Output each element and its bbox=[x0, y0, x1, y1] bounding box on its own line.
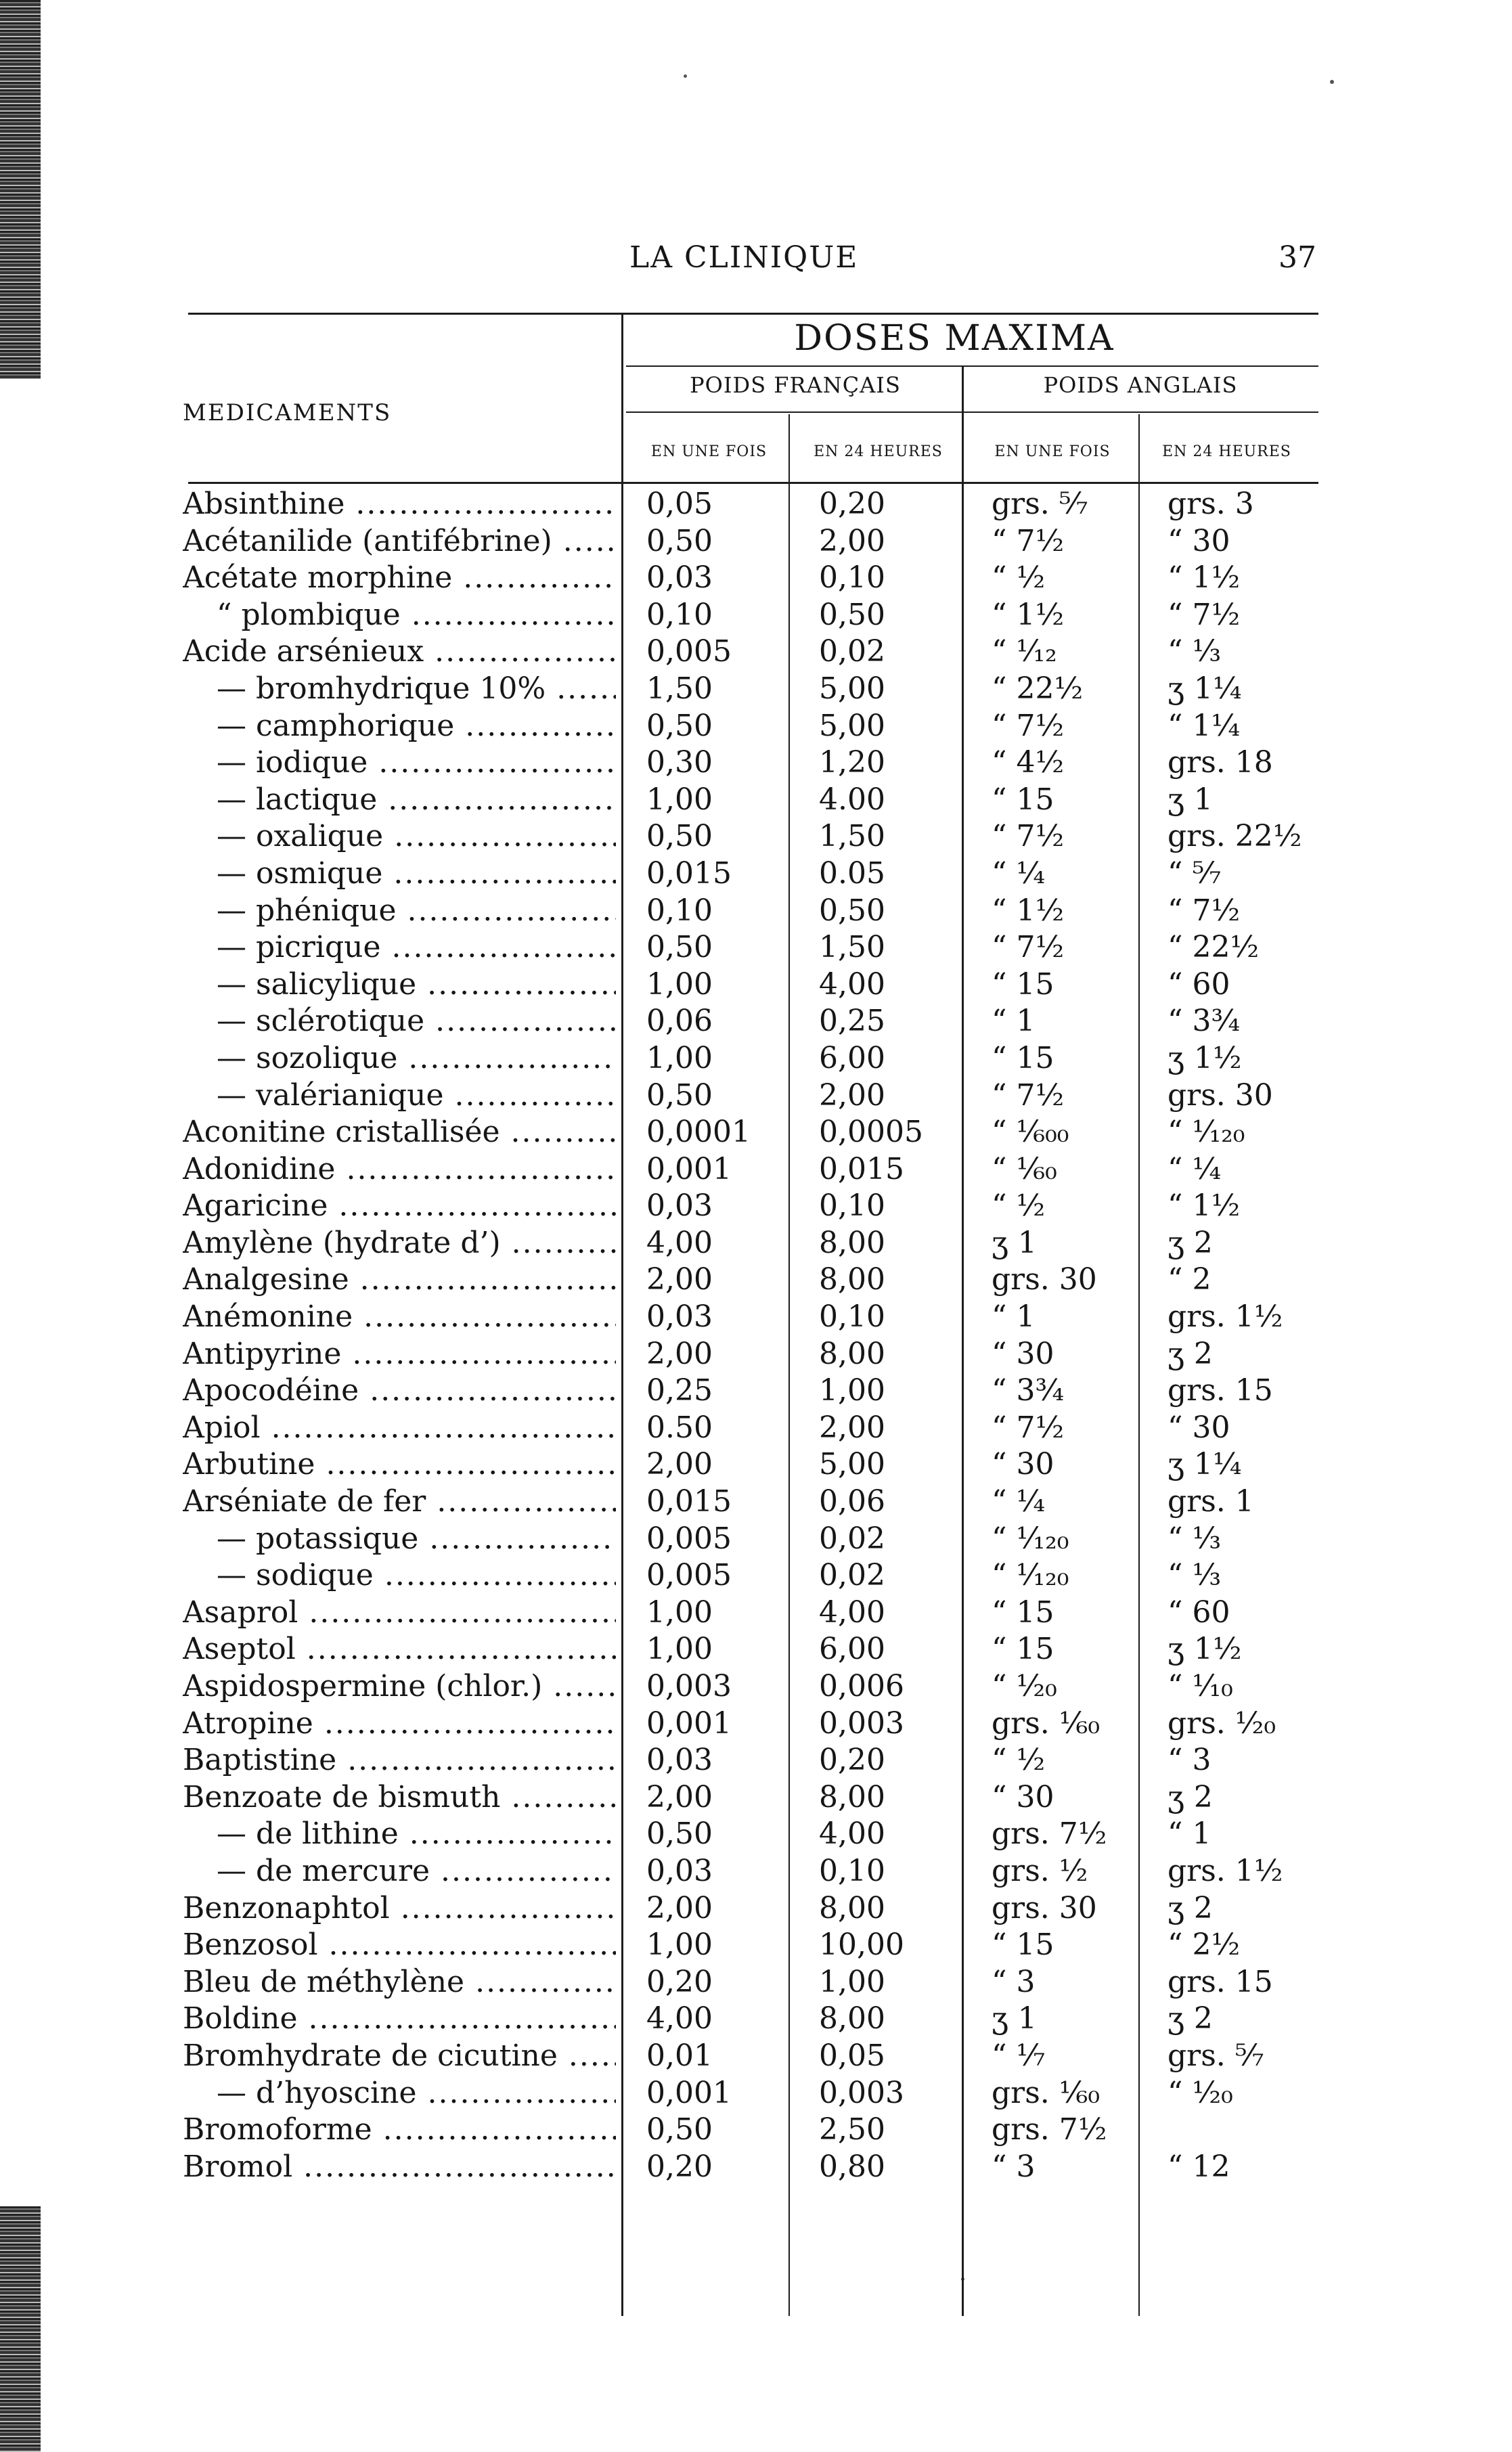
dose-en-once: “ ½ bbox=[992, 1188, 1046, 1224]
dose-fr-once: 0,50 bbox=[646, 708, 713, 743]
dose-fr-once: 0,001 bbox=[646, 1706, 732, 1741]
dose-fr-24h: 8,00 bbox=[819, 2001, 885, 2036]
dose-en-24h: “ 60 bbox=[1168, 966, 1230, 1002]
dose-en-24h: grs. 3 bbox=[1168, 487, 1254, 521]
dose-fr-once: 0,50 bbox=[646, 2112, 713, 2147]
dose-fr-24h: 0,02 bbox=[819, 1521, 885, 1556]
dose-fr-once: 0,03 bbox=[646, 1299, 713, 1335]
dose-en-24h: grs. 15 bbox=[1168, 1964, 1273, 1999]
table-row bbox=[169, 1188, 1333, 1225]
drug-name: — de mercure ..... bbox=[217, 1853, 616, 1890]
dose-fr-once: 1,00 bbox=[646, 1632, 713, 1667]
dose-en-24h: ʒ 2 bbox=[1168, 1336, 1213, 1371]
dose-en-once: “ 3¾ bbox=[992, 1373, 1065, 1408]
dose-fr-24h: 5,00 bbox=[819, 671, 885, 706]
dose-en-24h: “ ¹⁄₂₀ bbox=[1168, 2075, 1233, 2110]
drug-name: Bromhydrate de cicutine ..... bbox=[183, 2038, 616, 2075]
drug-name: — oxalique ..... bbox=[217, 818, 616, 855]
table-row bbox=[169, 2038, 1333, 2075]
dose-en-24h: “ 7½ bbox=[1168, 597, 1241, 632]
dose-fr-24h: 0,25 bbox=[819, 1004, 885, 1039]
table-row bbox=[169, 1484, 1333, 1521]
dose-fr-24h: 0,003 bbox=[819, 1706, 904, 1741]
dose-fr-once: 0,50 bbox=[646, 1816, 713, 1852]
dose-en-once: “ 1½ bbox=[992, 893, 1065, 928]
table-row bbox=[169, 1077, 1333, 1115]
table-row bbox=[169, 1927, 1333, 1964]
dose-fr-once: 0,03 bbox=[646, 1743, 713, 1778]
dose-en-once: “ ¼ bbox=[992, 1484, 1046, 1519]
dose-fr-24h: 1,00 bbox=[819, 1373, 885, 1408]
drug-name: Aconitine cristallisée ..... bbox=[183, 1114, 616, 1151]
dose-fr-once: 0,10 bbox=[646, 597, 713, 632]
dose-en-24h: ʒ 2 bbox=[1168, 1225, 1213, 1260]
table-row bbox=[169, 1040, 1333, 1077]
drug-name: — sozolique ..... bbox=[217, 1040, 616, 1077]
table-row bbox=[169, 633, 1333, 671]
dose-en-once: grs. 30 bbox=[992, 1262, 1097, 1297]
dose-en-once: “ 4½ bbox=[992, 745, 1065, 780]
dose-en-once: “ 7½ bbox=[992, 708, 1065, 743]
dose-fr-24h: 4,00 bbox=[819, 966, 885, 1002]
dose-fr-24h: 0,20 bbox=[819, 1743, 885, 1778]
dose-en-once: “ 3 bbox=[992, 1964, 1036, 1999]
dose-fr-once: 0,01 bbox=[646, 2038, 713, 2073]
dose-en-24h: ʒ 1¼ bbox=[1168, 671, 1242, 706]
dose-en-24h: grs. 15 bbox=[1168, 1373, 1273, 1408]
drug-name: Antipyrine ..... bbox=[183, 1336, 616, 1373]
table-row bbox=[169, 708, 1333, 745]
dose-fr-once: 0,05 bbox=[646, 487, 713, 521]
drug-name: Bromol ..... bbox=[183, 2149, 616, 2186]
dose-en-24h: grs. 1 bbox=[1168, 1484, 1254, 1519]
table-row bbox=[169, 671, 1333, 708]
table-row bbox=[169, 1816, 1333, 1853]
dose-fr-once: 0,20 bbox=[646, 2149, 713, 2184]
dose-fr-24h: 0,015 bbox=[819, 1151, 904, 1186]
drug-name: Aspidospermine (chlor.) ..... bbox=[183, 1668, 616, 1706]
drug-name: Benzoate de bismuth ..... bbox=[183, 1779, 616, 1816]
subheader-fr-24h: EN 24 HEURES bbox=[814, 443, 943, 460]
dose-en-once: “ ½ bbox=[992, 1743, 1046, 1778]
table-row bbox=[169, 1521, 1333, 1558]
dose-en-24h: “ 1½ bbox=[1168, 1188, 1241, 1224]
dose-fr-24h: 0,50 bbox=[819, 597, 885, 632]
drug-name: — camphorique ..... bbox=[217, 708, 616, 745]
dose-en-24h: grs. ¹⁄₂₀ bbox=[1168, 1706, 1276, 1741]
dose-en-once: ʒ 1 bbox=[992, 1225, 1037, 1260]
dose-fr-24h: 8,00 bbox=[819, 1890, 885, 1925]
subheader-fr-once: EN UNE FOIS bbox=[650, 443, 768, 460]
drug-name: Amylène (hydrate d’) ..... bbox=[183, 1225, 616, 1262]
dose-en-once: “ ¹⁄₁₂₀ bbox=[992, 1521, 1069, 1556]
dose-fr-24h: 8,00 bbox=[819, 1779, 885, 1814]
dose-en-24h: “ ¹⁄₁₀ bbox=[1168, 1669, 1233, 1703]
table-row bbox=[169, 2149, 1333, 2186]
drug-name: — sodique ..... bbox=[217, 1557, 616, 1595]
dose-en-once: “ 3 bbox=[992, 2149, 1036, 2184]
drug-name: Acide arsénieux ..... bbox=[183, 633, 616, 671]
drug-name: — sclérotique ..... bbox=[217, 1003, 616, 1040]
dose-en-24h: grs. 1½ bbox=[1168, 1299, 1283, 1335]
table-row bbox=[169, 782, 1333, 819]
dose-fr-once: 0,50 bbox=[646, 819, 713, 854]
dose-en-24h: ʒ 1¼ bbox=[1168, 1447, 1242, 1482]
dose-en-once: “ 7½ bbox=[992, 819, 1065, 854]
poids-anglais-header: POIDS ANGLAIS bbox=[1043, 372, 1238, 398]
dose-fr-24h: 8,00 bbox=[819, 1225, 885, 1260]
table-row bbox=[169, 1262, 1333, 1299]
dose-fr-once: 1,00 bbox=[646, 1927, 713, 1963]
dose-fr-24h: 2,00 bbox=[819, 1077, 885, 1113]
subheader-en-once: EN UNE FOIS bbox=[994, 443, 1111, 460]
drug-name: Absinthine ..... bbox=[183, 486, 616, 523]
subheader-en-24h: EN 24 HEURES bbox=[1162, 443, 1291, 460]
table-row bbox=[169, 597, 1333, 634]
dose-en-once: “ ¼ bbox=[992, 855, 1046, 891]
drug-name: Baptistine ..... bbox=[183, 1742, 616, 1779]
dose-en-24h: “ ¹⁄₁₂₀ bbox=[1168, 1115, 1245, 1150]
dose-fr-24h: 0,50 bbox=[819, 893, 885, 928]
drug-name: — salicylique ..... bbox=[217, 966, 616, 1004]
dose-fr-once: 1,50 bbox=[646, 671, 713, 706]
table-row bbox=[169, 966, 1333, 1004]
table-row bbox=[169, 2075, 1333, 2112]
dose-fr-24h: 0,20 bbox=[819, 487, 885, 521]
medicaments-header: MEDICAMENTS bbox=[183, 399, 392, 426]
drug-name: — phénique ..... bbox=[217, 893, 616, 930]
table-row bbox=[169, 1410, 1333, 1447]
dose-fr-once: 0,50 bbox=[646, 930, 713, 965]
doses-underline bbox=[626, 365, 1318, 367]
dose-fr-24h: 0,05 bbox=[819, 2038, 885, 2073]
dose-fr-once: 0.50 bbox=[646, 1410, 713, 1445]
table-row bbox=[169, 1706, 1333, 1743]
drug-name: Aseptol ..... bbox=[183, 1631, 616, 1668]
dose-fr-once: 1,00 bbox=[646, 966, 713, 1002]
dose-en-24h: “ 2½ bbox=[1168, 1927, 1241, 1963]
table-row bbox=[169, 1779, 1333, 1816]
dose-fr-once: 0,50 bbox=[646, 1077, 713, 1113]
table-row bbox=[169, 1890, 1333, 1927]
drug-name: Arséniate de fer ..... bbox=[183, 1484, 616, 1521]
dose-fr-once: 0,005 bbox=[646, 1521, 732, 1556]
dose-table-body bbox=[169, 486, 1333, 2185]
dose-fr-24h: 0,02 bbox=[819, 1558, 885, 1593]
dose-fr-24h: 0,10 bbox=[819, 560, 885, 596]
dose-fr-once: 0,001 bbox=[646, 2075, 732, 2110]
dose-en-once: “ 30 bbox=[992, 1447, 1054, 1482]
dose-en-24h: grs. ⁵⁄₇ bbox=[1168, 2038, 1264, 2073]
dose-en-24h: ʒ 1½ bbox=[1168, 1040, 1242, 1075]
drug-name: — potassique ..... bbox=[217, 1521, 616, 1558]
dose-en-once: “ 15 bbox=[992, 1927, 1054, 1963]
dose-fr-once: 0,03 bbox=[646, 1188, 713, 1224]
dose-fr-once: 1,00 bbox=[646, 1595, 713, 1630]
table-row bbox=[169, 1336, 1333, 1373]
dose-fr-24h: 1,20 bbox=[819, 745, 885, 780]
dose-en-once: “ 7½ bbox=[992, 1410, 1065, 1445]
dose-en-once: grs. 30 bbox=[992, 1890, 1097, 1925]
table-row bbox=[169, 1557, 1333, 1595]
dose-en-24h: “ ⅓ bbox=[1168, 634, 1222, 669]
table-row bbox=[169, 1668, 1333, 1706]
table-row bbox=[169, 1853, 1333, 1890]
drug-name: — osmique ..... bbox=[217, 855, 616, 893]
table-row bbox=[169, 893, 1333, 930]
drug-name: “ plombique ..... bbox=[217, 597, 616, 634]
dose-en-24h: grs. 22½ bbox=[1168, 819, 1302, 854]
dose-en-once: “ 7½ bbox=[992, 930, 1065, 965]
drug-name: — de lithine ..... bbox=[217, 1816, 616, 1853]
page-number: 37 bbox=[1278, 240, 1316, 275]
dose-fr-24h: 2,50 bbox=[819, 2112, 885, 2147]
drug-name: — picrique ..... bbox=[217, 929, 616, 966]
table-row bbox=[169, 855, 1333, 893]
dose-fr-once: 2,00 bbox=[646, 1779, 713, 1814]
drug-name: Acétate morphine ..... bbox=[183, 560, 616, 597]
dose-fr-24h: 0,003 bbox=[819, 2075, 904, 2110]
dose-en-24h: “ 3¾ bbox=[1168, 1004, 1241, 1039]
dose-en-24h: “ 60 bbox=[1168, 1595, 1230, 1630]
running-title: LA CLINIQUE bbox=[629, 240, 859, 275]
dose-en-once: “ ¹⁄₂₀ bbox=[992, 1669, 1057, 1703]
table-row bbox=[169, 1446, 1333, 1484]
dose-fr-once: 0,03 bbox=[646, 1853, 713, 1888]
dose-fr-24h: 4,00 bbox=[819, 1595, 885, 1630]
dose-en-24h: grs. 30 bbox=[1168, 1077, 1273, 1113]
dose-fr-24h: 1,50 bbox=[819, 930, 885, 965]
dose-en-24h: ʒ 2 bbox=[1168, 1890, 1213, 1925]
dose-en-once: “ ⅐ bbox=[992, 2038, 1046, 2073]
dose-en-24h: “ ⁵⁄₇ bbox=[1168, 855, 1222, 891]
dose-en-24h: “ 22½ bbox=[1168, 930, 1260, 965]
dose-fr-24h: 5,00 bbox=[819, 1447, 885, 1482]
dose-fr-24h: 0,80 bbox=[819, 2149, 885, 2184]
dose-fr-24h: 5,00 bbox=[819, 708, 885, 743]
scan-edge-top bbox=[0, 0, 41, 379]
drug-name: Agaricine ..... bbox=[183, 1188, 616, 1225]
dose-fr-once: 2,00 bbox=[646, 1336, 713, 1371]
dose-en-once: “ 1½ bbox=[992, 597, 1065, 632]
dose-en-24h: “ ⅓ bbox=[1168, 1521, 1222, 1556]
dose-en-24h: “ 2 bbox=[1168, 1262, 1211, 1297]
dose-en-once: “ 1 bbox=[992, 1299, 1036, 1335]
dose-fr-24h: 0,10 bbox=[819, 1188, 885, 1224]
drug-name: Anémonine ..... bbox=[183, 1299, 616, 1336]
dose-fr-24h: 0,006 bbox=[819, 1669, 904, 1703]
doses-maxima-header: DOSES MAXIMA bbox=[794, 318, 1115, 359]
drug-name: — iodique ..... bbox=[217, 744, 616, 782]
scan-edge-bottom bbox=[0, 2206, 41, 2452]
dose-fr-24h: 0,06 bbox=[819, 1484, 885, 1519]
table-top-rule bbox=[188, 313, 1318, 315]
drug-name: Analgesine ..... bbox=[183, 1262, 616, 1299]
table-row bbox=[169, 2112, 1333, 2149]
dose-en-24h: “ 30 bbox=[1168, 523, 1230, 558]
dose-en-24h: “ 1½ bbox=[1168, 560, 1241, 596]
dose-fr-once: 2,00 bbox=[646, 1890, 713, 1925]
dose-fr-24h: 6,00 bbox=[819, 1040, 885, 1075]
table-row bbox=[169, 1631, 1333, 1668]
drug-name: — bromhydrique 10% ..... bbox=[217, 671, 616, 708]
dose-fr-24h: 4,00 bbox=[819, 1816, 885, 1852]
dose-en-24h: “ 1¼ bbox=[1168, 708, 1241, 743]
table-row bbox=[169, 929, 1333, 966]
dose-fr-24h: 2,00 bbox=[819, 1410, 885, 1445]
drug-name: Benzonaphtol ..... bbox=[183, 1890, 616, 1927]
dose-en-24h: “ 30 bbox=[1168, 1410, 1230, 1445]
drug-name: Adonidine ..... bbox=[183, 1151, 616, 1188]
table-row bbox=[169, 1225, 1333, 1262]
dose-en-once: “ 1 bbox=[992, 1004, 1036, 1039]
table-row bbox=[169, 1003, 1333, 1040]
drug-name: Bleu de méthylène ..... bbox=[183, 1964, 616, 2001]
drug-name: Apiol ..... bbox=[183, 1410, 616, 1447]
dose-fr-once: 0,06 bbox=[646, 1004, 713, 1039]
dose-fr-once: 1,00 bbox=[646, 782, 713, 817]
dose-en-once: “ ¹⁄₁₂₀ bbox=[992, 1558, 1069, 1593]
table-row bbox=[169, 1151, 1333, 1188]
dose-en-24h: grs. 18 bbox=[1168, 745, 1273, 780]
drug-name: Bromoforme ..... bbox=[183, 2112, 616, 2149]
dose-en-once: “ 15 bbox=[992, 1040, 1054, 1075]
dose-fr-once: 4,00 bbox=[646, 2001, 713, 2036]
dose-en-once: “ ½ bbox=[992, 560, 1046, 596]
dose-fr-once: 0,005 bbox=[646, 1558, 732, 1593]
dose-fr-once: 0,20 bbox=[646, 1964, 713, 1999]
dose-fr-24h: 0.05 bbox=[819, 855, 885, 891]
dose-fr-once: 4,00 bbox=[646, 1225, 713, 1260]
dose-en-once: “ 15 bbox=[992, 782, 1054, 817]
dose-en-once: “ 22½ bbox=[992, 671, 1084, 706]
dose-en-once: grs. ½ bbox=[992, 1853, 1088, 1888]
dose-fr-24h: 2,00 bbox=[819, 523, 885, 558]
drug-name: — d’hyoscine ..... bbox=[217, 2075, 616, 2112]
dose-fr-once: 0,003 bbox=[646, 1669, 732, 1703]
dose-en-once: grs. ¹⁄₆₀ bbox=[992, 1706, 1100, 1741]
dose-en-24h: “ ⅓ bbox=[1168, 1558, 1222, 1593]
drug-name: Acétanilide (antifébrine) ..... bbox=[183, 523, 616, 560]
dose-en-once: “ 15 bbox=[992, 966, 1054, 1002]
dose-fr-24h: 0,0005 bbox=[819, 1115, 923, 1150]
dose-en-once: “ 30 bbox=[992, 1779, 1054, 1814]
dose-en-24h: “ 3 bbox=[1168, 1743, 1211, 1778]
poids-francais-header: POIDS FRANÇAIS bbox=[690, 372, 901, 398]
dust-speck bbox=[1330, 80, 1334, 84]
dose-fr-once: 0,015 bbox=[646, 1484, 732, 1519]
table-row bbox=[169, 560, 1333, 597]
table-row bbox=[169, 486, 1333, 523]
dose-fr-once: 0,005 bbox=[646, 634, 732, 669]
table-row bbox=[169, 1114, 1333, 1151]
dust-speck bbox=[684, 74, 687, 78]
table-row bbox=[169, 1373, 1333, 1410]
dose-en-once: “ 15 bbox=[992, 1595, 1054, 1630]
dose-fr-once: 1,00 bbox=[646, 1040, 713, 1075]
drug-name: Apocodéine ..... bbox=[183, 1373, 616, 1410]
dose-en-once: “ ¹⁄₁₂ bbox=[992, 634, 1057, 669]
dose-fr-24h: 0,10 bbox=[819, 1853, 885, 1888]
table-row bbox=[169, 1299, 1333, 1336]
dose-fr-once: 0,0001 bbox=[646, 1115, 751, 1150]
dose-en-24h: “ ¼ bbox=[1168, 1151, 1222, 1186]
drug-name: Arbutine ..... bbox=[183, 1446, 616, 1484]
dose-fr-once: 0,25 bbox=[646, 1373, 713, 1408]
dose-en-once: “ 30 bbox=[992, 1336, 1054, 1371]
dose-fr-24h: 4.00 bbox=[819, 782, 885, 817]
table-row bbox=[169, 523, 1333, 560]
dose-fr-once: 0,30 bbox=[646, 745, 713, 780]
drug-name: — valérianique ..... bbox=[217, 1077, 616, 1115]
dose-en-once: “ 15 bbox=[992, 1632, 1054, 1667]
table-row bbox=[169, 818, 1333, 855]
dose-en-24h: grs. 1½ bbox=[1168, 1853, 1283, 1888]
table-row bbox=[169, 2001, 1333, 2038]
dose-fr-once: 0,50 bbox=[646, 523, 713, 558]
dose-en-once: “ 7½ bbox=[992, 523, 1065, 558]
dose-fr-once: 0,001 bbox=[646, 1151, 732, 1186]
dose-en-once: grs. 7½ bbox=[992, 2112, 1107, 2147]
poids-underline bbox=[626, 411, 1318, 413]
dose-en-once: “ 7½ bbox=[992, 1077, 1065, 1113]
dose-en-24h: ʒ 1½ bbox=[1168, 1632, 1242, 1667]
dose-en-24h: ʒ 1 bbox=[1168, 782, 1213, 817]
dose-en-24h: “ 12 bbox=[1168, 2149, 1230, 2184]
page-header bbox=[190, 240, 1316, 294]
dose-fr-once: 0,03 bbox=[646, 560, 713, 596]
dose-fr-24h: 8,00 bbox=[819, 1336, 885, 1371]
dose-en-once: grs. ¹⁄₆₀ bbox=[992, 2075, 1100, 2110]
dose-fr-24h: 6,00 bbox=[819, 1632, 885, 1667]
drug-name: Asaprol ..... bbox=[183, 1595, 616, 1632]
drug-name: Boldine ..... bbox=[183, 2001, 616, 2038]
dose-fr-24h: 1,50 bbox=[819, 819, 885, 854]
table-row bbox=[169, 1964, 1333, 2001]
dose-fr-24h: 1,00 bbox=[819, 1964, 885, 1999]
dose-fr-24h: 8,00 bbox=[819, 1262, 885, 1297]
table-row bbox=[169, 1742, 1333, 1779]
dose-fr-once: 0,015 bbox=[646, 855, 732, 891]
table-row bbox=[169, 744, 1333, 782]
dose-en-24h: “ 7½ bbox=[1168, 893, 1241, 928]
dose-en-once: ʒ 1 bbox=[992, 2001, 1037, 2036]
dose-fr-24h: 10,00 bbox=[819, 1927, 904, 1963]
dose-en-24h: ʒ 2 bbox=[1168, 2001, 1213, 2036]
dose-en-24h: ʒ 2 bbox=[1168, 1779, 1213, 1814]
drug-name: — lactique ..... bbox=[217, 782, 616, 819]
dose-fr-24h: 0,02 bbox=[819, 634, 885, 669]
dose-fr-once: 2,00 bbox=[646, 1262, 713, 1297]
dose-en-24h: “ 1 bbox=[1168, 1816, 1211, 1852]
drug-name: Benzosol ..... bbox=[183, 1927, 616, 1964]
drug-name: Atropine ..... bbox=[183, 1706, 616, 1743]
header-bottom-rule bbox=[188, 482, 1318, 484]
dose-fr-24h: 0,10 bbox=[819, 1299, 885, 1335]
dose-en-once: “ ¹⁄₆₀₀ bbox=[992, 1115, 1069, 1150]
dose-fr-once: 2,00 bbox=[646, 1447, 713, 1482]
dose-fr-once: 0,10 bbox=[646, 893, 713, 928]
dose-en-once: “ ¹⁄₆₀ bbox=[992, 1151, 1057, 1186]
dose-en-once: grs. ⁵⁄₇ bbox=[992, 487, 1088, 521]
dose-en-once: grs. 7½ bbox=[992, 1816, 1107, 1852]
table-row bbox=[169, 1595, 1333, 1632]
